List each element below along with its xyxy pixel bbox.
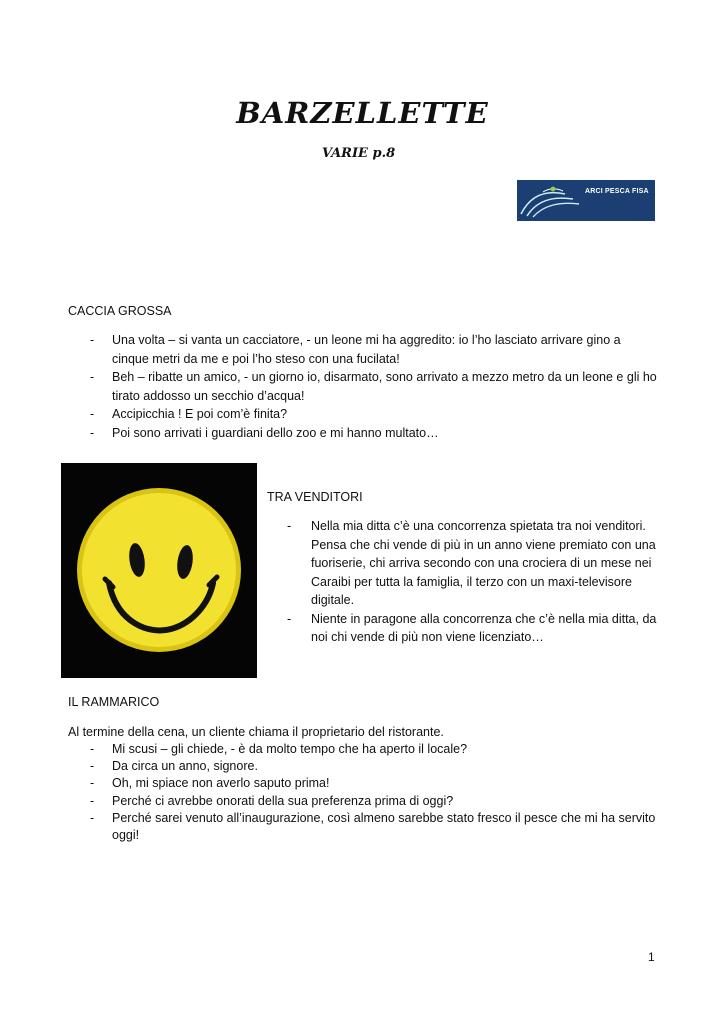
- list-item: - Oh, mi spiace non averlo saputo prima!: [90, 775, 660, 792]
- section-heading-tra-venditori: TRA VENDITORI: [267, 490, 363, 504]
- page-subtitle: VARIE p.8: [322, 146, 396, 161]
- dialogue-list-il-rammarico: [90, 741, 660, 844]
- list-item: - Da circa un anno, signore.: [90, 758, 660, 775]
- logo-text: ARCI PESCA FISA: [585, 188, 649, 195]
- list-item: - Perché sarei venuto all’inaugurazione, così almeno sarebbe stato fresco il pesce che mi ha servito oggi!: [90, 810, 660, 844]
- page-number: 1: [648, 950, 655, 964]
- fish-swirl-icon: [517, 180, 655, 221]
- list-item: - Beh – ribatte un amico, - un giorno io, disarmato, sono arrivato a mezzo metro da un leone e gli ho tirato addosso un secchio d’acqua!: [90, 368, 660, 405]
- dialogue-list-tra-venditori: [287, 517, 663, 647]
- dialogue-list-caccia-grossa: [90, 331, 660, 442]
- section-intro-il-rammarico: Al termine della cena, un cliente chiama il proprietario del ristorante.: [68, 725, 444, 739]
- list-item: - Poi sono arrivati i guardiani dello zoo e mi hanno multato…: [90, 424, 660, 443]
- smiley-face-icon: [61, 463, 257, 678]
- smiley-image: [61, 463, 257, 678]
- list-item: - Niente in paragone alla concorrenza che c’è nella mia ditta, da noi chi vende di più non viene licenziato…: [287, 610, 663, 647]
- list-item: - Una volta – si vanta un cacciatore, - un leone mi ha aggredito: io l’ho lasciato arrivare gino a cinque metri da me e poi l’ho steso con una fucilata!: [90, 331, 660, 368]
- list-item: - Mi scusi – gli chiede, - è da molto tempo che ha aperto il locale?: [90, 741, 660, 758]
- list-item: - Accipicchia ! E poi com’è finita?: [90, 405, 660, 424]
- arci-pesca-fisa-logo: [517, 180, 655, 221]
- list-item: - Nella mia ditta c’è una concorrenza spietata tra noi venditori. Pensa che chi vende di più in un anno viene premiato con una fuoriserie, chi arriva secondo con una crociera di un mese nei Caraibi per tutta la famiglia, il terzo con un maxi-televisore digitale.: [287, 517, 663, 610]
- page-title: BARZELLETTE: [236, 96, 489, 130]
- section-heading-caccia-grossa: CACCIA GROSSA: [68, 304, 172, 318]
- section-heading-il-rammarico: IL RAMMARICO: [68, 695, 160, 709]
- list-item: - Perché ci avrebbe onorati della sua preferenza prima di oggi?: [90, 793, 660, 810]
